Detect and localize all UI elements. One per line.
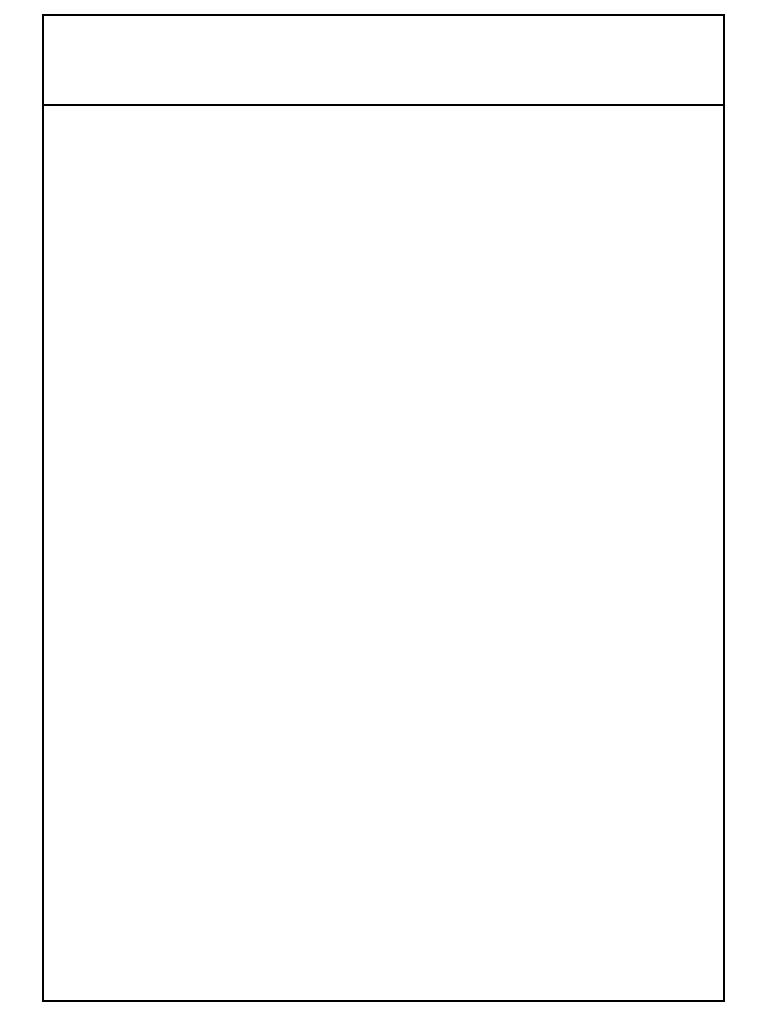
asmaul-husna-sheet	[42, 14, 725, 1002]
sheet-header	[44, 16, 723, 106]
